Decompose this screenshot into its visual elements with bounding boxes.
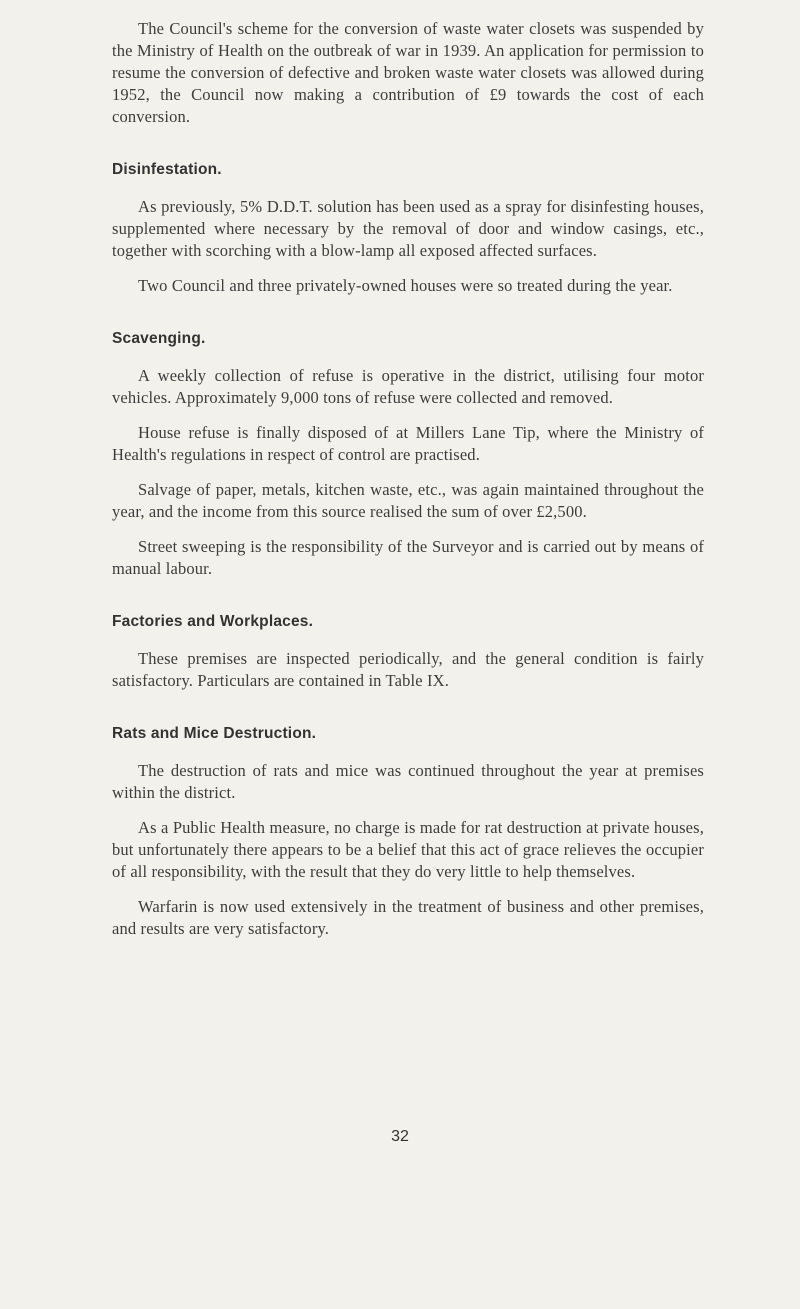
paragraph: Salvage of paper, metals, kitchen waste, etc., was again maintained throughout the year, and the income from this source realised the sum of over £2,500. bbox=[112, 480, 704, 521]
paragraph: Two Council and three privately-owned houses were so treated during the year. bbox=[138, 276, 673, 295]
intro-paragraph: The Council's scheme for the conversion of waste water closets was suspended by the Ministry of Health on the outbreak of war in 1939. An application for permission to resume the conversion of defective and broken waste water closets was allowed during 1952, the Council now making a contribution of £9 towards the cost of each conversion. bbox=[112, 19, 704, 126]
section-rats-mice bbox=[112, 724, 704, 940]
paragraph: These premises are inspected periodically, and the general condition is fairly satisfactory. Particulars are contained in Table IX. bbox=[112, 649, 704, 690]
paragraph: Warfarin is now used extensively in the treatment of business and other premises, and results are very satisfactory. bbox=[112, 897, 704, 938]
paragraph: A weekly collection of refuse is operative in the district, utilising four motor vehicles. Approximately 9,000 tons of refuse were collected and removed. bbox=[112, 366, 704, 407]
section-heading: Rats and Mice Destruction. bbox=[112, 725, 317, 742]
section-scavenging bbox=[112, 329, 704, 580]
section-heading: Scavenging. bbox=[112, 330, 206, 347]
section-disinfestation bbox=[112, 160, 704, 297]
paragraph: As a Public Health measure, no charge is made for rat destruction at private houses, but unfortunately there appears to be a belief that this act of grace relieves the occupier of all responsibility, with the result that they do very little to help themselves. bbox=[112, 818, 704, 881]
paragraph: As previously, 5% D.D.T. solution has been used as a spray for disinfesting houses, supplemented where necessary by the removal of door and window casings, etc., together with scorching with a blow-lamp all exposed affected surfaces. bbox=[112, 197, 704, 260]
paragraph: House refuse is finally disposed of at Millers Lane Tip, where the Ministry of Health's regulations in respect of control are practised. bbox=[112, 423, 704, 464]
section-heading: Disinfestation. bbox=[112, 161, 222, 178]
section-heading: Factories and Workplaces. bbox=[112, 613, 314, 630]
page-number: 32 bbox=[391, 1128, 409, 1145]
paragraph: Street sweeping is the responsibility of the Surveyor and is carried out by means of manual labour. bbox=[112, 537, 704, 578]
section-factories-workplaces bbox=[112, 612, 704, 692]
paragraph: The destruction of rats and mice was continued throughout the year at premises within the district. bbox=[112, 761, 704, 802]
document-page bbox=[112, 18, 704, 940]
